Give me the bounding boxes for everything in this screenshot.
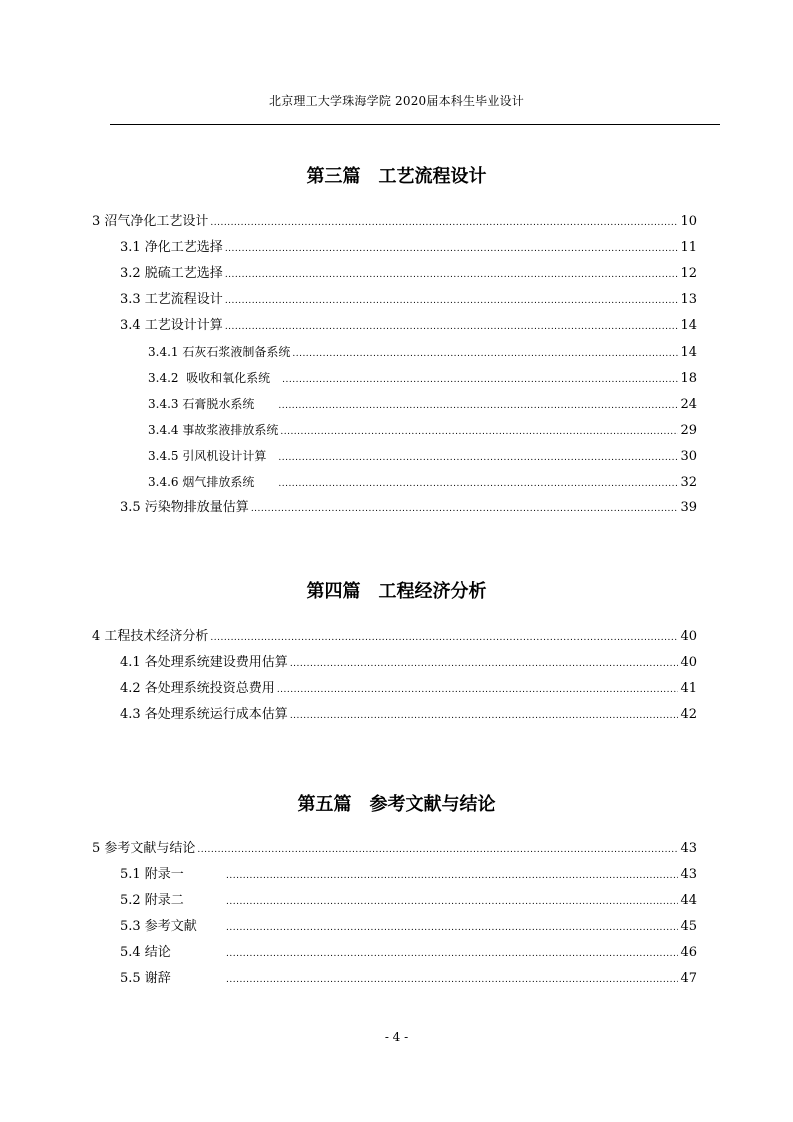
toc-page-number: 12	[680, 266, 697, 281]
toc-page-number: 11	[680, 240, 697, 255]
toc-label: 3.1 净化工艺选择	[120, 240, 223, 255]
toc-page-number: 42	[680, 707, 697, 722]
toc-leader-dots	[278, 396, 678, 416]
toc-label: 5.3 参考文献	[120, 919, 197, 934]
toc-leader-dots	[292, 344, 678, 364]
toc-label: 3.4.3 石膏脱水系统	[148, 397, 255, 411]
toc-leader-dots	[210, 213, 678, 233]
toc-entry-3-4-4[interactable]	[148, 420, 697, 440]
toc-entry-4-3[interactable]	[120, 705, 697, 725]
toc-leader-dots	[226, 918, 678, 938]
toc-entry-3[interactable]	[92, 212, 697, 232]
toc-leader-dots	[197, 840, 678, 860]
toc-label: 3.4.6 烟气排放系统	[148, 475, 255, 489]
toc-label: 3.4.2 吸收和氧化系统	[148, 371, 271, 385]
toc-page-number: 14	[680, 318, 697, 333]
toc-entry-3-4-6[interactable]	[148, 472, 697, 492]
toc-leader-dots	[282, 370, 678, 390]
toc-label: 3 沼气净化工艺设计	[92, 214, 209, 229]
toc-entry-3-4-5[interactable]	[148, 446, 697, 466]
toc-label: 3.4.4 事故浆液排放系统	[148, 423, 279, 437]
toc-label: 4 工程技术经济分析	[92, 629, 209, 644]
toc-page-number: 46	[680, 945, 697, 960]
toc-label: 3.4.5 引风机设计计算	[148, 449, 267, 463]
toc-label: 5.2 附录二	[120, 893, 184, 908]
toc-leader-dots	[226, 866, 678, 886]
page-number: - 4 -	[384, 1030, 409, 1044]
toc-entry-5-4[interactable]	[120, 943, 697, 963]
toc-leader-dots	[278, 448, 678, 468]
toc-entry-3-3[interactable]	[120, 290, 697, 310]
toc-label: 3.5 污染物排放量估算	[120, 500, 249, 515]
toc-leader-dots	[278, 474, 678, 494]
section-title-3: 第三篇 工艺流程设计	[306, 166, 487, 187]
toc-page-number: 40	[680, 629, 697, 644]
toc-label: 3.3 工艺流程设计	[120, 292, 223, 307]
toc-page-number: 39	[680, 500, 697, 515]
toc-label: 3.4 工艺设计计算	[120, 318, 223, 333]
toc-page-number: 13	[680, 292, 697, 307]
toc-leader-dots	[226, 970, 678, 990]
toc-page-number: 18	[680, 371, 697, 386]
section-title-4: 第四篇 工程经济分析	[306, 581, 487, 602]
toc-page-number: 14	[680, 345, 697, 360]
header-divider	[110, 124, 720, 125]
toc-leader-dots	[290, 654, 679, 674]
toc-leader-dots	[277, 680, 679, 700]
toc-label: 3.4.1 石灰石浆液制备系统	[148, 345, 291, 359]
toc-label: 4.2 各处理系统投资总费用	[120, 681, 275, 696]
toc-leader-dots	[225, 317, 679, 337]
toc-leader-dots	[251, 499, 679, 519]
toc-entry-4-1[interactable]	[120, 653, 697, 673]
toc-label: 4.3 各处理系统运行成本估算	[120, 707, 288, 722]
toc-label: 5 参考文献与结论	[92, 841, 196, 856]
toc-page-number: 30	[680, 449, 697, 464]
toc-label: 4.1 各处理系统建设费用估算	[120, 655, 288, 670]
running-header: 北京理工大学珠海学院 2020届本科生毕业设计	[269, 94, 524, 108]
toc-page-number: 45	[680, 919, 697, 934]
toc-page-number: 10	[680, 214, 697, 229]
toc-entry-3-4-3[interactable]	[148, 394, 697, 414]
toc-entry-3-5[interactable]	[120, 498, 697, 518]
toc-entry-3-2[interactable]	[120, 264, 697, 284]
toc-label: 5.5 谢辞	[120, 971, 171, 986]
toc-entry-5-1[interactable]	[120, 865, 697, 885]
toc-entry-5-2[interactable]	[120, 891, 697, 911]
section-title-5: 第五篇 参考文献与结论	[297, 794, 496, 815]
toc-label: 5.1 附录一	[120, 867, 184, 882]
toc-leader-dots	[225, 291, 679, 311]
toc-leader-dots	[225, 265, 679, 285]
toc-entry-5-3[interactable]	[120, 917, 697, 937]
toc-entry-3-4-1[interactable]	[148, 342, 697, 362]
toc-entry-4-2[interactable]	[120, 679, 697, 699]
toc-entry-5-5[interactable]	[120, 969, 697, 989]
toc-leader-dots	[280, 422, 678, 442]
toc-page-number: 40	[680, 655, 697, 670]
toc-page-number: 41	[680, 681, 697, 696]
toc-leader-dots	[290, 706, 679, 726]
toc-leader-dots	[226, 892, 678, 912]
toc-page-number: 44	[680, 893, 697, 908]
toc-page-number: 43	[680, 867, 697, 882]
toc-page-number: 32	[680, 475, 697, 490]
toc-label: 5.4 结论	[120, 945, 171, 960]
toc-page-number: 47	[680, 971, 697, 986]
toc-entry-3-4-2[interactable]	[148, 368, 697, 388]
toc-page-number: 24	[680, 397, 697, 412]
toc-entry-4[interactable]	[92, 627, 697, 647]
toc-label: 3.2 脱硫工艺选择	[120, 266, 223, 281]
toc-page-number: 43	[680, 841, 697, 856]
toc-leader-dots	[226, 944, 678, 964]
toc-leader-dots	[210, 628, 678, 648]
toc-page-number: 29	[680, 423, 697, 438]
toc-leader-dots	[225, 239, 679, 259]
toc-entry-3-1[interactable]	[120, 238, 697, 258]
toc-entry-5[interactable]	[92, 839, 697, 859]
toc-entry-3-4[interactable]	[120, 316, 697, 336]
